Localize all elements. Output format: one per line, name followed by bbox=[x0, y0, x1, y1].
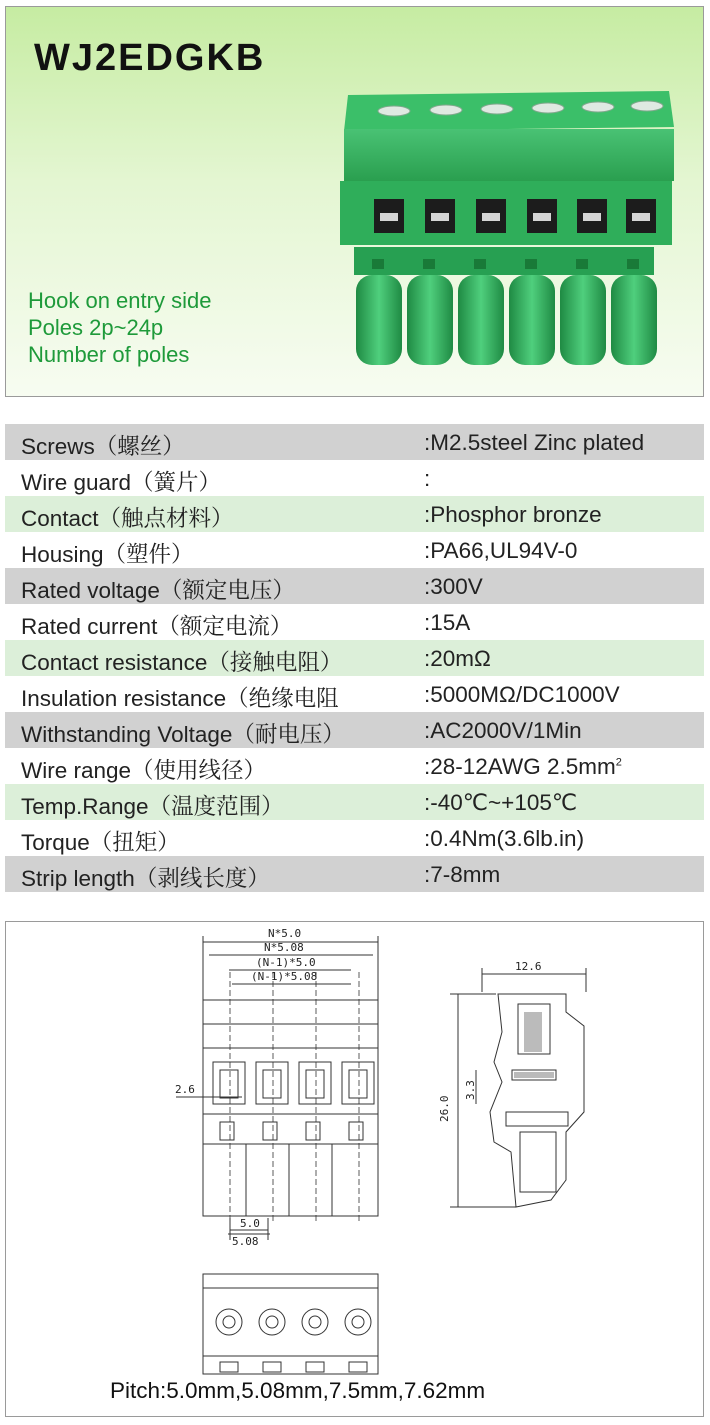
spec-value: :7-8mm bbox=[424, 862, 501, 887]
spec-label: Temp.Range（温度范围） bbox=[21, 794, 284, 819]
feature-number-of-poles: Number of poles bbox=[28, 342, 190, 367]
spec-value: :AC2000V/1Min bbox=[424, 718, 582, 743]
spec-label: Screws（螺丝） bbox=[21, 434, 185, 459]
dim-5-0: 5.0 bbox=[240, 1217, 260, 1230]
spec-row-strip-length bbox=[5, 856, 704, 892]
dim-3-3: 3.3 bbox=[464, 1080, 477, 1100]
technical-drawing-panel bbox=[5, 921, 704, 1417]
spec-label: Withstanding Voltage（耐电压） bbox=[21, 722, 345, 747]
spec-label: Rated voltage（额定电压） bbox=[21, 578, 295, 603]
spec-row-screws bbox=[5, 424, 704, 460]
spec-label: Wire guard（簧片） bbox=[21, 470, 222, 495]
spec-value: :20mΩ bbox=[424, 646, 491, 671]
spec-row-withstanding-voltage bbox=[5, 712, 704, 748]
spec-value bbox=[424, 754, 622, 780]
spec-row-wire-range bbox=[5, 748, 704, 784]
spec-value: :M2.5steel Zinc plated bbox=[424, 430, 645, 455]
spec-label: Strip length（剥线长度） bbox=[21, 866, 270, 891]
feature-poles-range: Poles 2p~24p bbox=[28, 315, 164, 340]
spec-row-wire-guard bbox=[5, 460, 704, 496]
spec-row-temp-range bbox=[5, 784, 704, 820]
spec-value: :5000MΩ/DC1000V bbox=[424, 682, 620, 707]
spec-row-insulation-resistance bbox=[5, 676, 704, 712]
spec-value: :-40℃~+105℃ bbox=[424, 790, 578, 815]
spec-value: :PA66,UL94V-0 bbox=[424, 538, 578, 563]
dim-12-6: 12.6 bbox=[515, 960, 542, 973]
spec-value: :0.4Nm(3.6lb.in) bbox=[424, 826, 585, 851]
spec-value: : bbox=[424, 466, 431, 491]
spec-row-contact bbox=[5, 496, 704, 532]
pitch-caption: Pitch:5.0mm,5.08mm,7.5mm,7.62mm bbox=[110, 1378, 486, 1403]
spec-label: Insulation resistance（绝缘电阻 bbox=[21, 686, 339, 711]
spec-value-text: :28-12AWG 2.5mm bbox=[424, 754, 616, 779]
spec-row-rated-current bbox=[5, 604, 704, 640]
spec-value-superscript: 2 bbox=[615, 756, 622, 769]
spec-label: Contact resistance（接触电阻） bbox=[21, 650, 343, 675]
dim-n-5-0: N*5.0 bbox=[268, 927, 302, 940]
dim-n-5-08: N*5.08 bbox=[264, 941, 304, 954]
spec-row-rated-voltage bbox=[5, 568, 704, 604]
product-title: WJ2EDGKB bbox=[34, 37, 266, 79]
spec-value: :Phosphor bronze bbox=[424, 502, 602, 527]
terminal-block-product-image bbox=[334, 87, 679, 377]
spec-value: :300V bbox=[424, 574, 483, 599]
spec-label: Wire range（使用线径） bbox=[21, 758, 267, 783]
spec-row-contact-resistance bbox=[5, 640, 704, 676]
feature-hook-entry: Hook on entry side bbox=[28, 288, 212, 313]
spec-label: Rated current（额定电流） bbox=[21, 614, 293, 639]
dim-26-0: 26.0 bbox=[438, 1095, 451, 1122]
dim-5-08: 5.08 bbox=[232, 1235, 259, 1248]
spec-row-torque bbox=[5, 820, 704, 856]
spec-label: Housing（塑件） bbox=[21, 542, 194, 567]
dimension-drawing bbox=[6, 922, 703, 1416]
dim-2-6: 2.6 bbox=[175, 1083, 195, 1096]
spec-value: :15A bbox=[424, 610, 471, 635]
product-header-panel bbox=[5, 6, 704, 397]
dim-n1-5-0: (N-1)*5.0 bbox=[256, 956, 316, 969]
spec-label: Torque（扭矩） bbox=[21, 830, 180, 855]
spec-label: Contact（触点材料） bbox=[21, 506, 234, 531]
spec-table bbox=[5, 424, 704, 892]
spec-row-housing bbox=[5, 532, 704, 568]
dim-n1-5-08: (N-1)*5.08 bbox=[251, 970, 318, 983]
